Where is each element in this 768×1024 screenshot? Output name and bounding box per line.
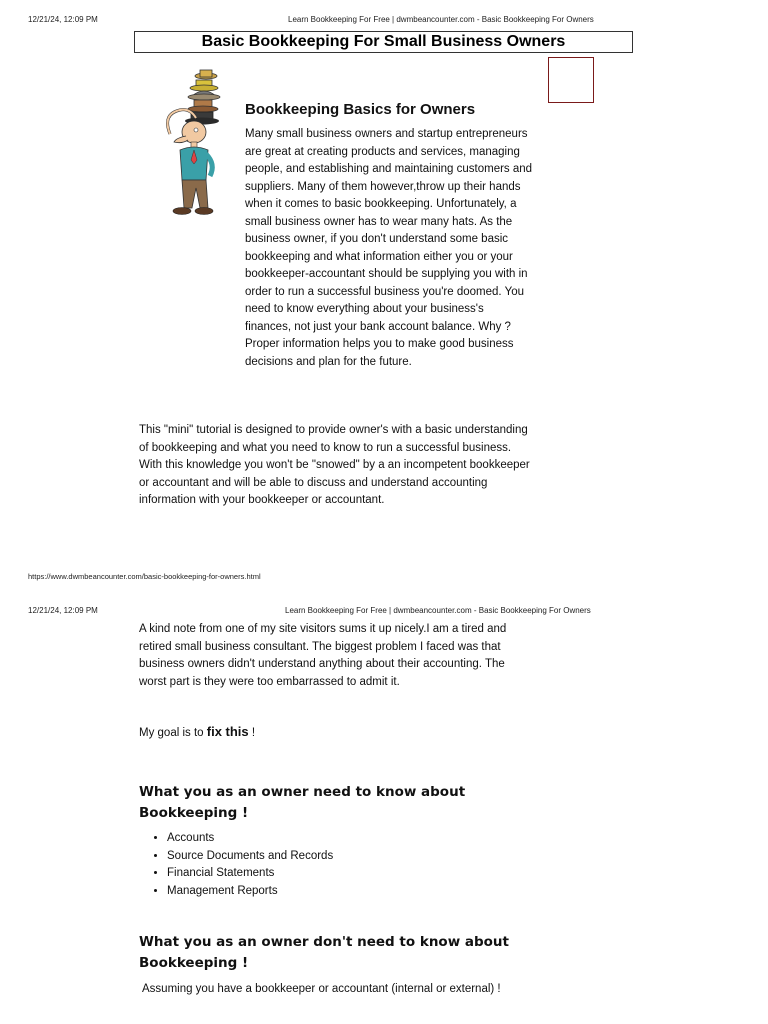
text-line: information with your bookkeeper or accountant. bbox=[139, 494, 385, 506]
intro-paragraph bbox=[245, 126, 532, 371]
heading-line: What you as an owner need to know about bbox=[139, 784, 466, 800]
text-line: bookkeeping and what information either you or your bbox=[245, 250, 513, 263]
list-item: • Accounts bbox=[167, 830, 333, 848]
heading-line: Bookkeeping ! bbox=[139, 805, 249, 821]
text-line: A kind note from one of my site visitors sums it up nicely.I am a tired and bbox=[139, 623, 507, 635]
page-title: Basic Bookkeeping For Small Business Owners bbox=[134, 31, 633, 53]
text-line: worst part is they were too embarrassed to admit it. bbox=[139, 675, 400, 688]
need-to-know-list bbox=[139, 830, 333, 900]
heading-line: What you as an owner don't need to know about bbox=[139, 934, 509, 950]
text-line: Proper information helps you to make good business bbox=[245, 338, 514, 350]
print-title: Learn Bookkeeping For Free | dwmbeancounter.com - Basic Bookkeeping For Owners bbox=[285, 606, 591, 615]
list-item: • Management Reports bbox=[167, 883, 333, 901]
list-item: • Financial Statements bbox=[167, 865, 333, 883]
text-line: business owners didn't understand anything about their accounting. The bbox=[139, 658, 505, 670]
text-line: Many small business owners and startup entrepreneurs bbox=[245, 128, 528, 140]
print-date: 12/21/24, 12:09 PM bbox=[28, 606, 98, 615]
text-line: suppliers. Many of them however,throw up their hands bbox=[245, 180, 521, 193]
visitor-note-paragraph bbox=[139, 621, 506, 691]
text-line: order to run a successful business you're doomed. You bbox=[245, 285, 525, 298]
goal-emphasis: fix this bbox=[206, 724, 249, 739]
text-line: people, and establishing and maintaining customers and bbox=[245, 163, 533, 175]
empty-frame bbox=[548, 57, 594, 103]
dont-need-heading bbox=[139, 932, 509, 974]
text-line: bookkeeper-accountant should be supplying you with in bbox=[245, 268, 528, 280]
man-with-hats-illustration bbox=[136, 68, 222, 218]
text-line: need to know everything about your business's bbox=[245, 303, 484, 315]
print-date: 12/21/24, 12:09 PM bbox=[28, 15, 98, 24]
heading-line: Bookkeeping ! bbox=[139, 955, 249, 971]
text-line: retired small business consultant. The biggest problem I faced was that bbox=[139, 640, 501, 653]
tutorial-paragraph bbox=[139, 422, 530, 510]
goal-suffix: ! bbox=[248, 727, 256, 739]
text-line: of bookkeeping and what you need to know to run a successful business. bbox=[139, 441, 512, 454]
list-item: • Source Documents and Records bbox=[167, 848, 333, 866]
page-url-footer: https://www.dwmbeancounter.com/basic-bookkeeping-for-owners.html bbox=[28, 572, 261, 581]
print-title: Learn Bookkeeping For Free | dwmbeancounter.com - Basic Bookkeeping For Owners bbox=[288, 15, 594, 24]
text-line: decisions and plan for the future. bbox=[245, 355, 412, 368]
section-heading: Bookkeeping Basics for Owners bbox=[245, 101, 476, 118]
need-to-know-heading bbox=[139, 782, 465, 824]
text-line: business owner, if you don't understand some basic bbox=[245, 233, 509, 245]
goal-prefix: My goal is to bbox=[139, 727, 207, 739]
text-line: small business owner has to wear many hats. As the bbox=[245, 215, 513, 228]
text-line: This "mini" tutorial is designed to provide owner's with a basic understanding bbox=[139, 424, 528, 436]
text-line: are great at creating products and services, managing bbox=[245, 145, 520, 158]
assuming-note: Assuming you have a bookkeeper or accountant (internal or external) ! bbox=[142, 983, 501, 995]
text-line: finances, not just your bank account balance. Why ? bbox=[245, 320, 511, 333]
text-line: when it comes to basic bookkeeping. Unfortunately, a bbox=[245, 198, 517, 210]
text-line: or accountant and will be able to discuss and understand accounting bbox=[139, 476, 488, 489]
goal-statement bbox=[139, 724, 255, 739]
text-line: With this knowledge you won't be "snowed" by a an incompetent bookkeeper bbox=[139, 459, 530, 471]
